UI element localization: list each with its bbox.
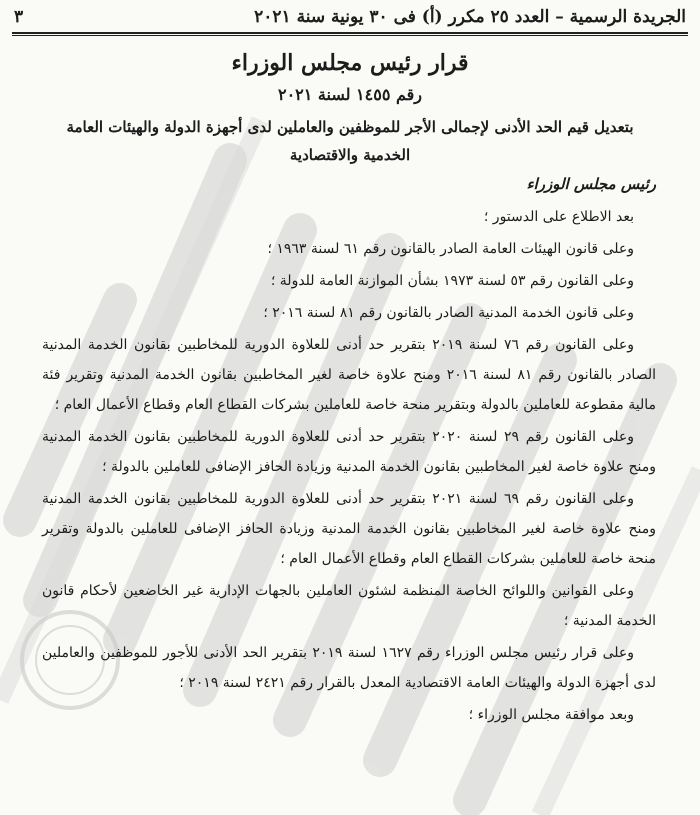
preamble-paragraph: وعلى القوانين واللوائح الخاصة المنظمة لشئون العاملين بالجهات الإدارية غير الخاضعين لأحكام قانون الخدمة المدنية ؛	[42, 583, 656, 629]
decree-number: رقم ١٤٥٥ لسنة ٢٠٢١	[277, 85, 423, 104]
preamble-paragraph: بعد الاطلاع على الدستور ؛	[483, 209, 634, 225]
decree-body	[42, 202, 656, 732]
preamble-paragraph: وعلى القانون رقم ٧٦ لسنة ٢٠١٩ بتقرير حد أدنى للعلاوة الدورية للمخاطبين بقانون الخدمة المدنية الصادر بالقانون رقم ٨١ لسنة ٢٠١٦ ومنح علاوة خاصة لغير المخاطبين بقانون الخدمة المدنية وتقرير فئة مالية مقطوعة للعاملين بالدولة وبتقرير منحة خاصة للعاملين بشركات القطاع العام وقطاع الأعمال العام ؛	[42, 337, 656, 413]
header-rule	[12, 32, 688, 34]
decree-title: قرار رئيس مجلس الوزراء	[231, 50, 469, 76]
decree-purpose: بتعديل قيم الحد الأدنى لإجمالى الأجر للموظفين والعاملين لدى أجهزة الدولة والهيئات العامة الخدمية والاقتصادية	[66, 118, 634, 164]
header-rule-thin	[12, 35, 688, 36]
decree-issuer: رئيس مجلس الوزراء	[526, 175, 656, 193]
preamble-paragraph: وبعد موافقة مجلس الوزراء ؛	[468, 707, 634, 723]
publication-info: الجريدة الرسمية – العدد ٢٥ مكرر (أ) فى ٣٠ يونية سنة ٢٠٢١	[254, 7, 686, 27]
preamble-paragraph: وعلى قرار رئيس مجلس الوزراء رقم ١٦٢٧ لسنة ٢٠١٩ بتقرير الحد الأدنى للأجور للموظفين والعاملين لدى أجهزة الدولة والهيئات العامة الاقتصادية المعدل بالقرار رقم ٢٤٢١ لسنة ٢٠١٩ ؛	[42, 645, 656, 691]
preamble-paragraph: وعلى قانون الخدمة المدنية الصادر بالقانون رقم ٨١ لسنة ٢٠١٦ ؛	[263, 305, 634, 321]
preamble-paragraph: وعلى القانون رقم ٥٣ لسنة ١٩٧٣ بشأن الموازنة العامة للدولة ؛	[270, 273, 634, 289]
preamble-paragraph: وعلى القانون رقم ٦٩ لسنة ٢٠٢١ بتقرير حد أدنى للعلاوة الدورية للمخاطبين بقانون الخدمة المدنية ومنح علاوة خاصة لغير المخاطبين بقانون الخدمة المدنية وزيادة الحافز الإضافى للعاملين بالدولة وتقرير منحة خاصة للعاملين بشركات القطاع العام وقطاع الأعمال العام ؛	[42, 491, 656, 567]
page-header	[14, 4, 686, 30]
preamble-paragraph: وعلى قانون الهيئات العامة الصادر بالقانون رقم ٦١ لسنة ١٩٦٣ ؛	[267, 241, 634, 257]
page-number: ٣	[14, 7, 24, 27]
preamble-paragraph: وعلى القانون رقم ٢٩ لسنة ٢٠٢٠ بتقرير حد أدنى للعلاوة الدورية للمخاطبين بقانون الخدمة المدنية ومنح علاوة خاصة لغير المخاطبين بقانون الخدمة المدنية وزيادة الحافز الإضافى للعاملين بالدولة ؛	[42, 429, 656, 475]
